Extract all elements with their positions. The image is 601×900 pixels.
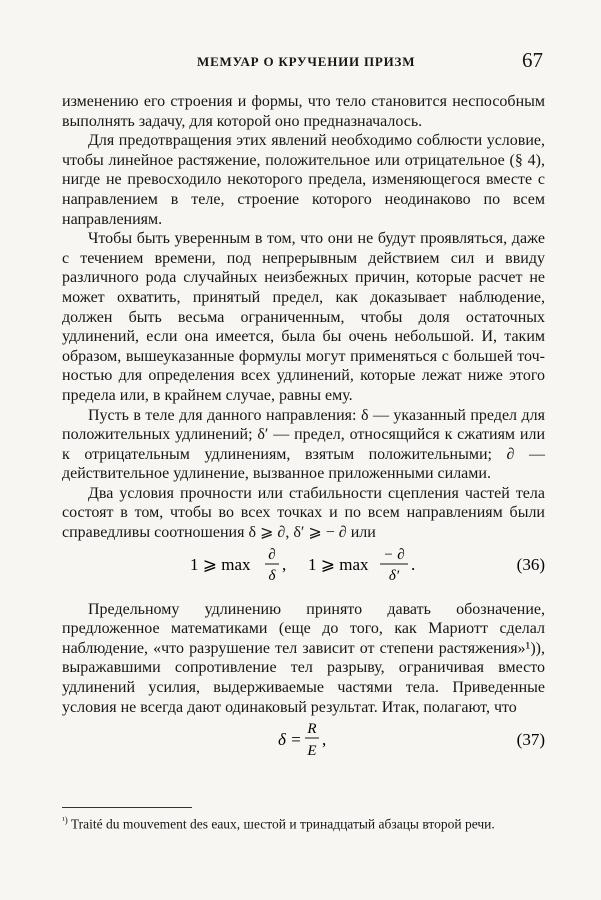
paragraph: Пусть в теле для данного направления: δ — указанный предел для положительных удлинений; δ′ — предел, относящийся к сжатиям или к отрицательным удлинениям, взятым положительными; ∂ — действительное удлинение, вызванное приложенными силами.: [62, 406, 545, 483]
eq36-denominator-2: δ′: [388, 567, 400, 584]
footnote: [62, 812, 545, 833]
eq36-separator: ,: [282, 554, 287, 574]
eq36-lhs-1: 1 ⩾ max: [190, 554, 251, 574]
page-number: 67: [522, 48, 543, 72]
footnote-marker: ¹): [62, 815, 68, 825]
eq36-end: .: [411, 554, 416, 574]
eq37-lhs: δ =: [278, 730, 302, 750]
footnote-divider: [62, 807, 192, 808]
equation-37-graphic: [62, 718, 545, 762]
paragraph: Предельному удлинению принято давать обозначение, предложенное математиками (еще до того, как Мариотт сделал наблюдение, «что разрушение тел зависит от степени растяжения»¹)), выражавшими сопротивление тел разрыву, ограничивая вместо удлинений усилия, выдерживаемые частями тела. Приведенные условия не всегда дают одинаковый результат. Итак, полагают, что: [62, 600, 545, 716]
eq36-numerator-1: ∂: [268, 546, 276, 563]
eq37-numerator: R: [307, 721, 317, 738]
eq36-numerator-2: − ∂: [383, 546, 405, 563]
paragraph: Для предотвращения этих явлений необходимо соблюсти условие, чтобы линейное растяжение, положительное или отрицательное (§ 4), нигде не превосходило некоторого предела, изменяющегося вместе с направлением в теле, строение которого неодинаково по всем направлениям.: [62, 132, 545, 228]
paragraph: Чтобы быть уверенным в том, что они не будут проявляться, даже с течением времени, под непрерывным действием сил и ввиду различного рода случайных неизбежных причин, которые расчет не может охватить, принятый предел, как доказывает наблюдение, должен быть весьма ограниченным, чтобы доля остаточных удлинений, если она имеется, была бы очень небольшой. И, таким образом, вышеуказанные формулы могут применяться с большей точностью для определения всех удлинений, которые лежат ниже этого предела или, в крайнем случае, равны ему.: [62, 230, 545, 404]
eq36-denominator-1: δ: [268, 567, 276, 584]
equation-number-36: (36): [516, 554, 545, 574]
running-head-title: МЕМУАР О КРУЧЕНИИ ПРИЗМ: [197, 54, 416, 69]
running-head: [0, 48, 601, 78]
eq37-end: ,: [322, 730, 327, 750]
equation-36-graphic: [62, 544, 545, 586]
body-text: [62, 92, 545, 763]
eq37-denominator: E: [307, 743, 317, 760]
equation-37: [62, 718, 545, 762]
footnote-text: Traité du mouvement des eaux, шестой и тринадцатый абзацы второй речи.: [70, 816, 495, 832]
paragraph: изменению его строения и формы, что тело становится неспособным выполнять задачу, для которой оно предназначалось.: [62, 93, 545, 130]
eq36-lhs-2: 1 ⩾ max: [308, 554, 369, 574]
equation-36: [62, 544, 545, 586]
equation-number-37: (37): [516, 730, 545, 750]
paragraph: Два условия прочности или стабильности сцепления частей тела состоят в том, чтобы во всех точках и по всем направлениям были справедливы соотношения δ ⩾ ∂, δ′ ⩾ − ∂ или: [62, 484, 545, 542]
